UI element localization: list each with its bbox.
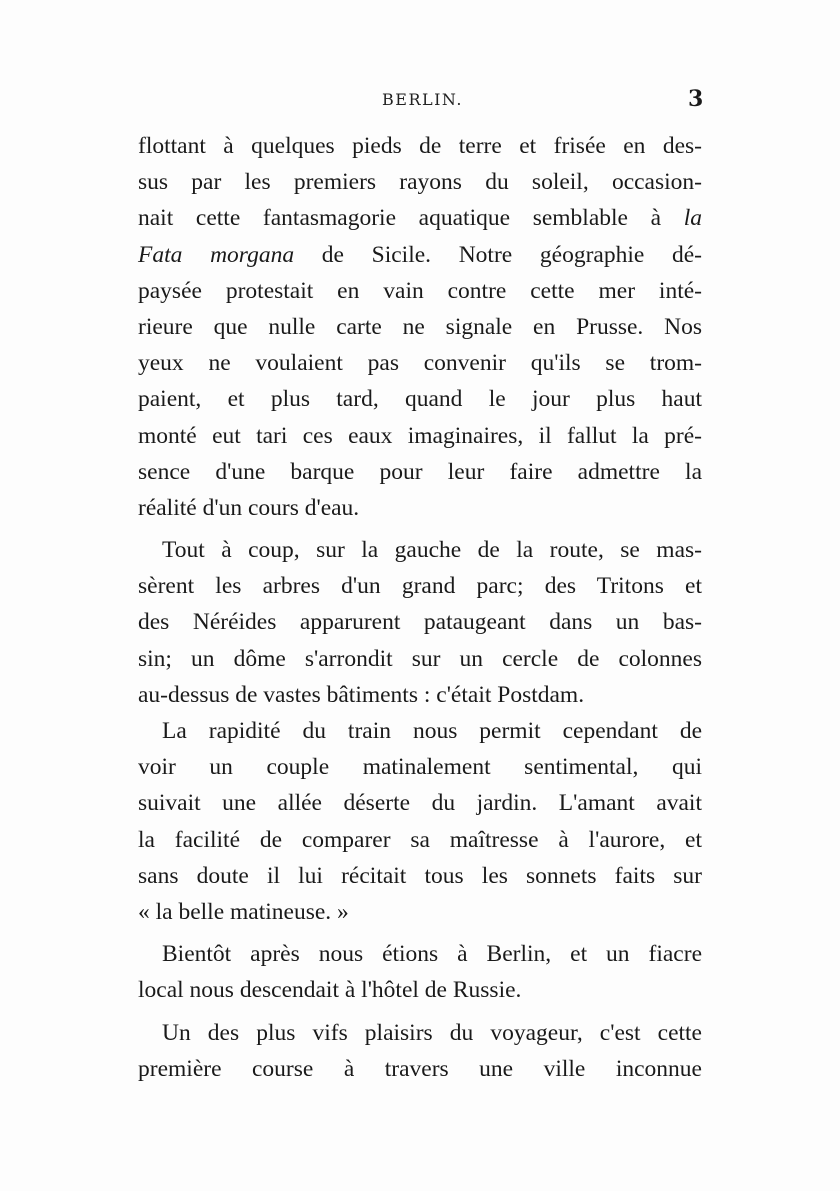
text-line: rieure que nulle carte ne signale en Prusse. Nos — [138, 313, 702, 340]
text-line: Bientôt après nous étions à Berlin, et un fiacre — [162, 941, 702, 968]
text-line: sèrent les arbres d'un grand parc; des Tritons et — [138, 573, 702, 600]
text-line: sus par les premiers rayons du soleil, occasion- — [138, 169, 702, 196]
text-line: suivait une allée déserte du jardin. L'amant avait — [138, 790, 702, 817]
text-line: yeux ne voulaient pas convenir qu'ils se trom- — [138, 350, 702, 377]
text-line — [138, 200, 702, 236]
text-line: La rapidité du train nous permit cependant de — [162, 718, 702, 744]
text-line: paysée protestait en vain contre cette mer inté- — [138, 277, 702, 304]
page-number: 3 — [688, 86, 704, 112]
text-line: première course à travers une ville inconnue — [138, 1055, 702, 1082]
text-line: sence d'une barque pour leur faire admettre la — [138, 458, 702, 485]
running-title: BERLIN. — [382, 90, 463, 109]
text-span: nait cette fantasmagorie aquatique semblable à — [138, 205, 684, 232]
italic-text: Fata morgana — [138, 241, 295, 268]
text-line: « la belle matineuse. » — [138, 898, 349, 925]
body-text — [138, 128, 702, 1087]
text-line: flottant à quelques pieds de terre et frisée en des- — [138, 133, 702, 159]
text-line: Tout à coup, sur la gauche de la route, se mas- — [162, 537, 702, 564]
text-line: des Néréides apparurent pataugeant dans un bas- — [138, 609, 702, 636]
italic-text: la — [683, 205, 702, 232]
text-line: sin; un dôme s'arrondit sur un cercle de colonnes — [138, 645, 702, 672]
text-line — [138, 237, 702, 273]
text-line: la facilité de comparer sa maîtresse à l'aurore, et — [138, 826, 702, 853]
text-line: voir un couple matinalement sentimental, qui — [138, 754, 702, 781]
text-line: local nous descendait à l'hôtel de Russie. — [138, 977, 522, 1004]
text-line: sans doute il lui récitait tous les sonnets faits sur — [138, 862, 702, 889]
text-span: de Sicile. Notre géographie dé- — [294, 241, 702, 268]
text-line: réalité d'un cours d'eau. — [138, 494, 360, 521]
text-line: Un des plus vifs plaisirs du voyageur, c'est cette — [162, 1019, 702, 1046]
running-header — [0, 86, 840, 116]
text-line: monté eut tari ces eaux imaginaires, il fallut la pré- — [138, 422, 702, 449]
text-line: au-dessus de vastes bâtiments : c'était Postdam. — [138, 681, 585, 708]
text-line: paient, et plus tard, quand le jour plus haut — [138, 386, 702, 413]
